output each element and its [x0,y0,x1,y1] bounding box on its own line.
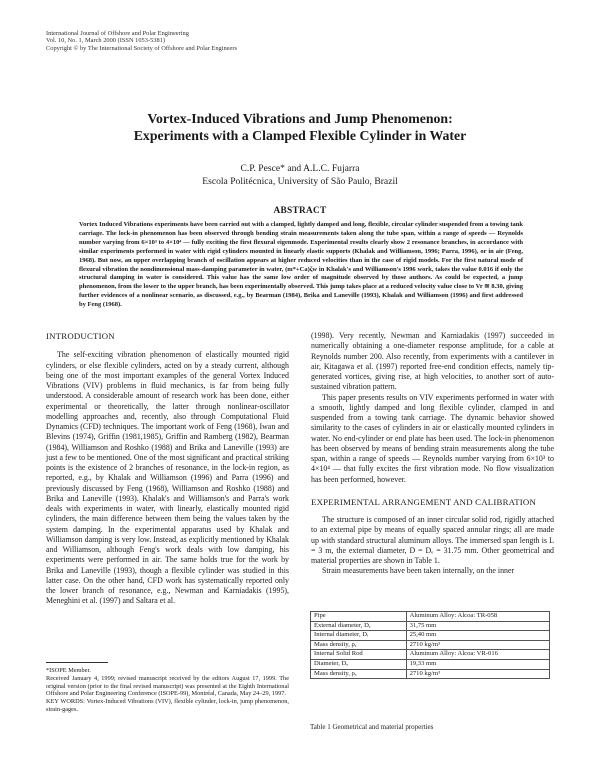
footnotes [46,667,289,714]
experimental-paragraph-1: The structure is composed of an inner circular solid rod, rigidly attached to an external pipe by means of equally spaced annular rings; all are made up with standard structural aluminum alloys. The immersed span length is L = 3 m, the external diameter, D = Dₑ = 31.75 mm. Other geometrical and material properties are shown in Table 1. [311,515,554,565]
abstract-heading: ABSTRACT [273,206,327,216]
table-cell-label: Mass density, ρₐ [311,669,407,679]
introduction-section [46,331,289,607]
table-cell-label: Internal Solid Rod [311,650,407,660]
title-line-2: Experiments with a Clamped Flexible Cylinder in Water [133,128,467,143]
journal-volume: Vol. 10, No. 1, March 2000 (ISSN 1053-5381) [46,37,165,45]
table-cell-value: 31,75 mm [406,621,549,631]
table-cell-label: Mass density, ρₑ [311,640,407,650]
table-cell-value: 2710 kg/m³ [406,640,549,650]
journal-copyright: Copyright © by The International Society of Offshore and Polar Engineers [46,44,237,52]
table-cell-label: External diameter, Dₑ [311,621,407,631]
table-cell-label: Internal diameter, Dᵢ [311,631,407,641]
right-column [311,331,554,577]
journal-header [46,30,237,52]
experimental-paragraph-2: Strain measurements have been taken internally, on the inner [322,566,515,576]
table-row [311,640,550,650]
table-cell-value: 25,40 mm [406,631,549,641]
experimental-heading: EXPERIMENTAL ARRANGEMENT AND CALIBRATION [311,496,537,507]
table-cell-value: Aluminum Alloy: Alcoa: TR-058 [406,612,549,622]
table-cell-label: Diameter, Dₐ [311,659,407,669]
footnote-rule [46,662,108,663]
footnote-keywords: KEY WORDS: Vortex-Induced Vibrations (VIV), flexible cylinder, lock-in, jump phenomenon, strain-gages. [46,698,289,713]
authors: C.P. Pesce* and A.L.C. Fujarra [240,163,360,174]
footnote-isope: *ISOPE Member. [46,667,91,674]
table-cell-value: Aluminum Alloy: Alcoa: VR-016 [406,650,549,660]
table-row [311,650,550,660]
affiliation: Escola Politécnica, University of São Paulo, Brazil [202,176,398,187]
right-paragraph-2: This paper presents results on VIV experiments performed in water with a smooth, lightly damped and long flexible cylinder, clamped in and suspended from a towing tank carriage. The dynamic behavior showed similarity to the cases of cylinders in air or elastically mounted cylinders in water. No end-cylinder or end plate has been used. The lock-in phenomenon has been observed by means of bending strain measurements along the tube span, within a range of speeds — Reynolds number varying from 6×10³ to 4×10⁴ — that fully excites the first vibration mode. No flow visualization has been performed, however. [311,392,554,484]
abstract-body: Vortex Induced Vibrations experiments have been carried out with a clamped, lightly damped and long, flexible, circular cylinder suspended from a towing tank carriage. The lock-in phenomenon has been observed through bending strain measurements taken along the tube span, within a range of speeds — Reynolds number varying from 6×10³ to 4×10⁴ — fully exciting the first flexural eigenmode. Experimental results clearly show 2 resonance branches, in accordance with similar experiments performed in water with rigid cylinders mounted in linearly elastic supports (Khalak and Williamson, 1996; Parra, 1996), or in air (Feng, 1968). But now, an upper overlapping branch of oscillation appears at higher reduced velocities than in the case of rigid models. For the first natural mode of flexural vibration the nondimensional mass-damping parameter in water, (m*+Ca)ζw in Khalak's and Williamson's 1996 work, takes the value 0.016 if only the structural damping in water is considered. This value has the same low order of magnitude observed by those authors. As could be expected, a jump phenomenon, from the lower to the upper branch, has been experimentally observed. This jump takes place at a reduced velocity value close to Vr ≅ 8.30, giving further evidences of a nonlinear scenario, as discussed, e.g., by Bearman (1984), Brika and Laneville (1993), Khalak and Williamson (1996) and first addressed by Feng (1968). [79,221,523,309]
table-caption: Table 1 Geometrical and material properties [310,723,434,731]
table-cell-value: 2710 kg/m³ [406,669,549,679]
table-row [311,631,550,641]
table-row [311,669,550,679]
right-paragraph-1: (1998). Very recently, Newman and Karniadakis (1997) succeeded in numerically obtaining a one-diameter response amplitude, for a cable at Reynolds number 200. Also recently, from experiments with a cantilever in air, Kitagawa et al. (1997) reported free-end condition effects, namely tip-generated vortices, giving rise, at high velocities, to another sort of auto-sustained vibration pattern. [311,331,554,392]
journal-name: International Journal of Offshore and Polar Engineering [46,30,189,37]
title-line-1: Vortex-Induced Vibrations and Jump Phenomenon: [147,111,453,126]
table-row [311,612,550,622]
properties-table [310,611,550,679]
table-row [311,621,550,631]
table-cell-label: Pipe [311,612,407,622]
table-cell-value: 19,33 mm [406,659,549,669]
intro-paragraph: The self-exciting vibration phenomenon of elastically mounted rigid cylinders, or else flexible cylinders, acted on by a steady current, although being one of the most important examples of the general Vortex Induced Vibrations (VIV) problems in fluid mechanics, is far from being fully understood. A considerable amount of research work has been done, either experimental or theoretically, the latter through nonlinear-oscillator modelling approaches and, recently, also through Computational Fluid Dynamics (CFD) techniques. The important work of Feng (1968), Iwan and Blevins (1974), Griffin (1981,1985), Griffin and Ramberg (1982), Bearman (1984), Williamson and Roshko (1988) and Brika and Laneville (1993) are just a few to be mentioned. One of the most significant and practical striking points is the existence of 2 branches of resonance, in the lock-in region, as reported, e.g., by Khalak and Williamson (1996) and Parra (1996) and previously discussed by Feng (1968), Williamson and Roshko (1988) and Brika and Laneville (1993). Khalak's and Williamson's and Parra's work deals with experiments in water, with linearly, elastically mounted rigid cylinders, the main difference between them being the values taken by the system damping. In the experimental apparatus used by Khalak and Williamson damping is very low. Instead, as explicitly mentioned by Khalak and Williamson, although Feng's work deals with low damping, his experiments were performed in air. The same holds true for the work by Brika and Laneville (1993), though a flexible cylinder was studied in this latter case. On the other hand, CFD work has systematically reported only the lower branch of resonance, e.g., Newman and Karniadakis (1995), Meneghini et al. (1997) and Saltara et al. [46,350,289,606]
introduction-heading: INTRODUCTION [46,331,115,341]
table-row [311,659,550,669]
paper-title [40,110,560,144]
footnote-received: Received January 4, 1999; revised manuscript received by the editors August 17, 1999. The original version (prior to the final revised manuscript) was presented at the Eighth International Offshore and Polar Engineering Conference (ISOPE-99), Montréal, Canada, May 24–29, 1997. [46,674,289,698]
